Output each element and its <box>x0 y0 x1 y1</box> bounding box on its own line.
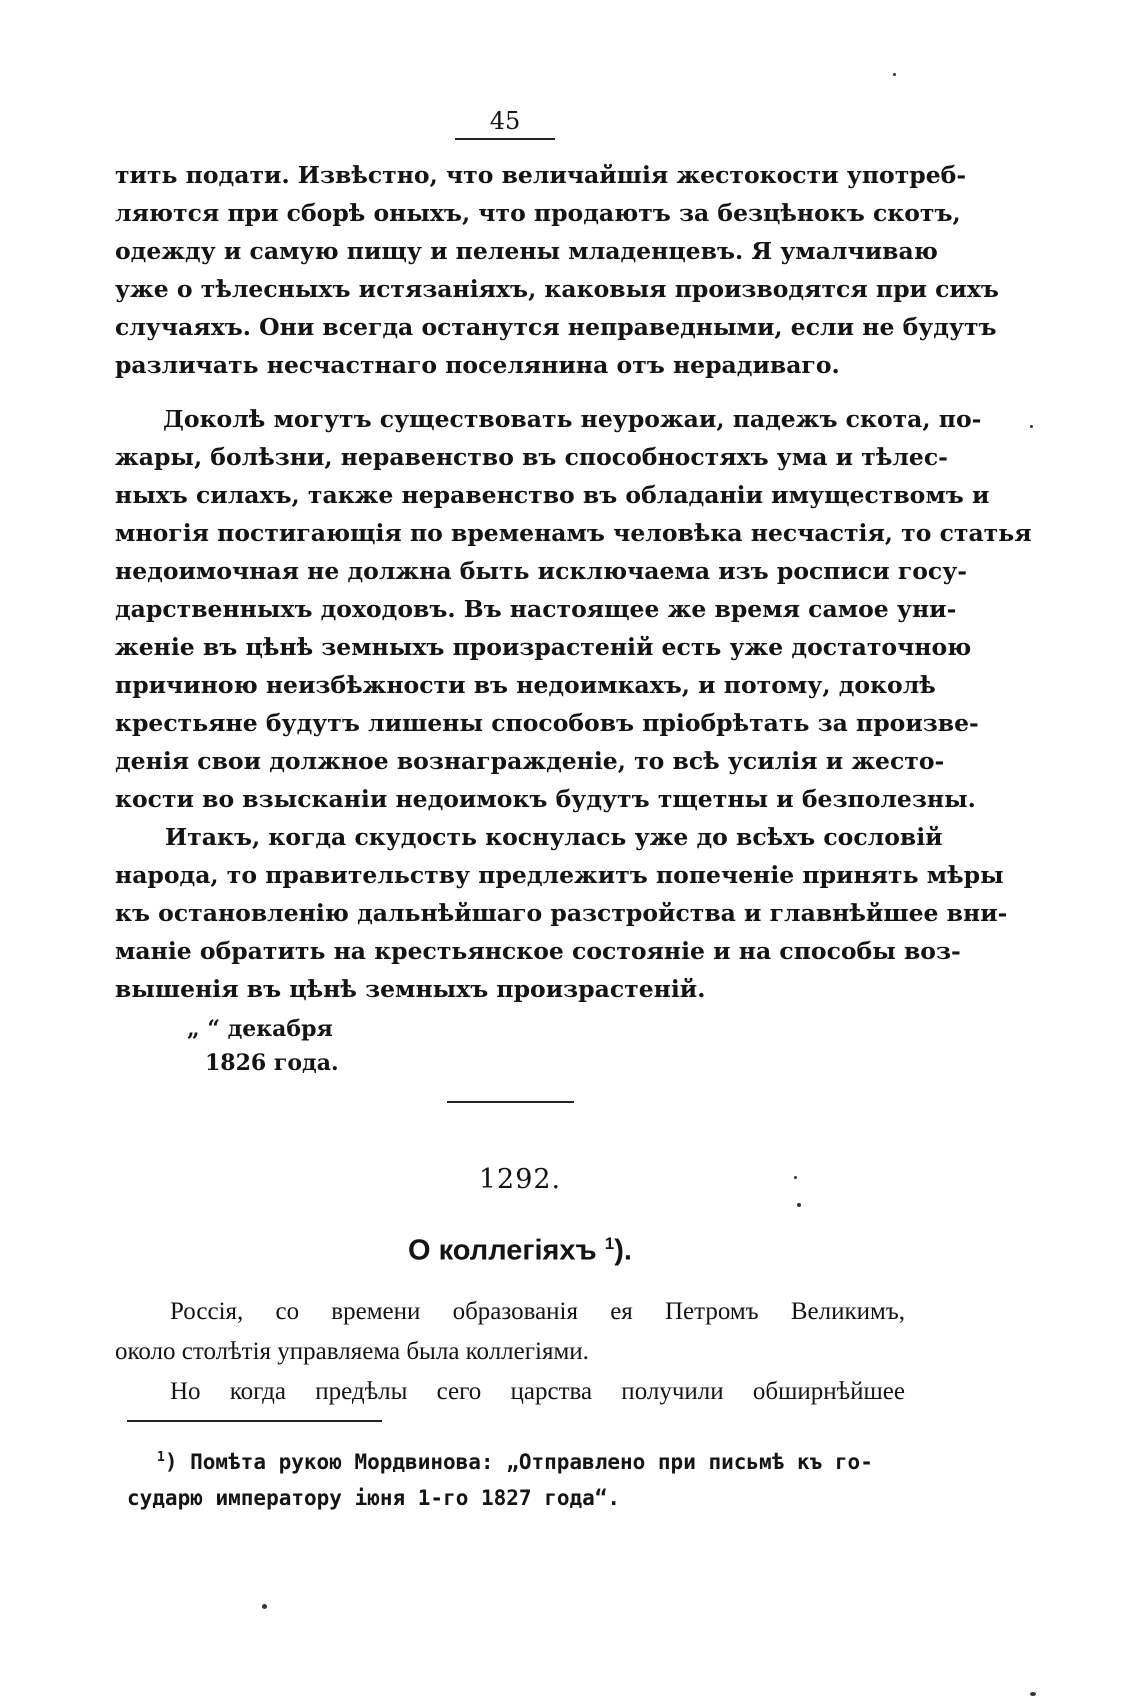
text-line: кости во взысканіи недоимокъ будутъ тщетны и безполезны. <box>115 785 976 813</box>
paragraph-2 <box>115 400 1032 818</box>
text-line: ляются при сборѣ оныхъ, что продаютъ за безцѣнокъ скотъ, <box>115 199 961 227</box>
text-line: народа, то правительству предлежитъ попеченіе принять мѣры <box>115 861 1004 889</box>
page-number-rule <box>455 138 555 140</box>
text-line: вышенія въ цѣнѣ земныхъ произрастеній. <box>115 975 706 1003</box>
footnote <box>127 1440 907 1516</box>
text-line: Итакъ, когда скудость коснулась уже до всѣхъ сословій <box>165 823 943 851</box>
document-intro <box>115 1292 905 1412</box>
document-title-text: О коллегіяхъ <box>408 1234 597 1267</box>
text-line: уже о тѣлесныхъ истязаніяхъ, каковыя производятся при сихъ <box>115 275 999 303</box>
text-line: многія постигающія по временамъ человѣка несчастія, то статья <box>115 519 1032 547</box>
text-line: денія свои должное вознагражденіе, то всѣ усилія и жесто- <box>115 747 945 775</box>
text-line: одежду и самую пищу и пелены младенцевъ. Я умалчиваю <box>115 237 938 265</box>
date-signature <box>175 1012 339 1080</box>
text-line: женіе въ цѣнѣ земныхъ произрастеній есть уже достаточною <box>115 633 972 661</box>
footnote-text: ) Помѣта рукою Мордвинова: „Отправлено при письмѣ къ го- <box>164 1450 873 1474</box>
scan-speck <box>797 1203 801 1207</box>
document-title <box>330 1226 710 1269</box>
text-line: недоимочная не должна быть исключаема изъ росписи госу- <box>115 557 968 585</box>
text-line: случаяхъ. Они всегда останутся неправедными, если не будутъ <box>115 313 997 341</box>
text-line: около столѣтія управляема была коллегіями. <box>115 1338 589 1365</box>
text-line: тить подати. Извѣстно, что величайшія жестокости употреб- <box>115 161 967 189</box>
document-number: 1292. <box>478 1164 562 1195</box>
text-line: Но когда предѣлы сего царства получили обширнѣйшее <box>170 1378 905 1405</box>
date-day-month: „ “ декабря <box>187 1016 333 1042</box>
footnote-mark: 1 <box>157 1450 165 1465</box>
scan-speck <box>794 1176 797 1179</box>
paragraph-3 <box>115 818 1008 1008</box>
text-line: Россія, со времени образованія ея Петромъ Великимъ, <box>170 1298 905 1325</box>
scan-speck <box>262 1604 267 1609</box>
text-line: причиною неизбѣжности въ недоимкахъ, и потому, доколѣ <box>115 671 936 699</box>
section-divider <box>447 1101 574 1103</box>
date-year: 1826 года. <box>205 1050 339 1076</box>
text-line: маніе обратить на крестьянское состояніе и на способы воз- <box>115 937 961 965</box>
text-line: къ остановленію дальнѣйшаго разстройства и главнѣйшее вни- <box>115 899 1008 927</box>
footnote-ref-mark: 1 <box>604 1234 615 1253</box>
paragraph-1 <box>115 156 999 384</box>
text-line: различать несчастнаго поселянина отъ нерадиваго. <box>115 351 840 379</box>
text-line: ныхъ силахъ, также неравенство въ обладаніи имуществомъ и <box>115 481 990 509</box>
document-title-suffix: ). <box>614 1234 632 1267</box>
footnote-line: сударю императору іюня 1-го 1827 года“. <box>127 1486 621 1510</box>
scan-speck <box>1030 1692 1036 1696</box>
text-line: дарственныхъ доходовъ. Въ настоящее же время самое уни- <box>115 595 957 623</box>
footnote-line <box>127 1440 907 1480</box>
text-line: жары, болѣзни, неравенство въ способностяхъ ума и тѣлес- <box>115 443 948 471</box>
page-number: 45 <box>489 107 521 135</box>
scan-speck <box>1030 425 1033 428</box>
text-line: крестьяне будутъ лишены способовъ пріобрѣтать за произве- <box>115 709 979 737</box>
text-line: Доколѣ могутъ существовать неурожаи, падежъ скота, по- <box>163 405 982 433</box>
scan-speck <box>893 73 896 76</box>
footnote-rule <box>127 1420 382 1422</box>
